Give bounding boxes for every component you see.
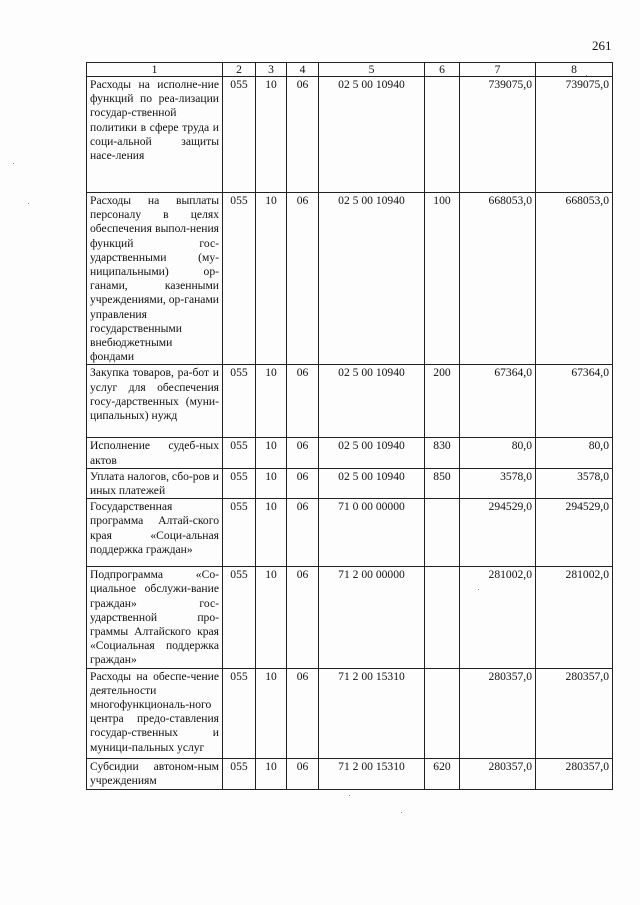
table-cell: 294529,0 xyxy=(536,499,613,567)
table-cell: 739075,0 xyxy=(460,77,536,193)
scan-speck xyxy=(349,795,350,796)
table-row xyxy=(87,758,613,789)
table-cell: 055 xyxy=(223,668,256,758)
table-cell: 280357,0 xyxy=(460,668,536,758)
table-cell: 06 xyxy=(287,77,319,193)
table-cell: 06 xyxy=(287,567,319,668)
column-header: 3 xyxy=(256,63,287,77)
table-cell: 620 xyxy=(425,758,460,789)
table-cell: 06 xyxy=(287,193,319,365)
table-cell: 06 xyxy=(287,468,319,498)
table-cell: 10 xyxy=(256,193,287,365)
table-row xyxy=(87,77,613,193)
row-description: Расходы на выплаты персоналу в целях обеспечения выпол-нения функций гос-ударственными (му-ниципальными) ор-ганами, казенными учреждениями, ор-ганами управления государственными внебюджетными фондами xyxy=(87,193,223,365)
scan-speck xyxy=(28,203,29,204)
table-cell: 71 2 00 00000 xyxy=(319,567,425,668)
table-cell: 10 xyxy=(256,499,287,567)
column-header: 4 xyxy=(287,63,319,77)
table-cell: 281002,0 xyxy=(536,567,613,668)
scan-speck xyxy=(478,589,479,590)
scan-speck xyxy=(586,75,587,76)
table-row xyxy=(87,365,613,438)
table-cell: 055 xyxy=(223,468,256,498)
table-cell: 10 xyxy=(256,438,287,468)
row-description: Расходы на исполне-ние функций по реа-лизации государ-ственной политики в сфере труда и соци-альной защиты насе-ления xyxy=(87,77,223,193)
table-cell: 10 xyxy=(256,668,287,758)
table-cell: 10 xyxy=(256,77,287,193)
table-cell: 02 5 00 10940 xyxy=(319,365,425,438)
table-cell: 055 xyxy=(223,567,256,668)
table-cell: 10 xyxy=(256,758,287,789)
row-description: Субсидии автоном-ным учреждениям xyxy=(87,758,223,789)
table-cell: 280357,0 xyxy=(460,758,536,789)
table-cell: 281002,0 xyxy=(460,567,536,668)
page-number: 261 xyxy=(592,38,612,53)
table-cell: 06 xyxy=(287,758,319,789)
table-row xyxy=(87,567,613,668)
table-row xyxy=(87,438,613,468)
table-cell: 055 xyxy=(223,365,256,438)
table-cell: 06 xyxy=(287,438,319,468)
table-cell: 055 xyxy=(223,77,256,193)
table-cell: 3578,0 xyxy=(460,468,536,498)
table-cell: 71 0 00 00000 xyxy=(319,499,425,567)
table-header-row xyxy=(87,63,613,77)
table-cell: 280357,0 xyxy=(536,668,613,758)
table-cell: 02 5 00 10940 xyxy=(319,77,425,193)
table-cell: 055 xyxy=(223,438,256,468)
row-description: Исполнение судеб-ных актов xyxy=(87,438,223,468)
table-cell: 10 xyxy=(256,468,287,498)
table-cell: 67364,0 xyxy=(460,365,536,438)
table-cell: 71 2 00 15310 xyxy=(319,668,425,758)
scan-speck xyxy=(13,163,14,164)
row-description: Расходы на обеспе-чение деятельности многофункциональ-ного центра предо-ставления государ-ственных и муници-пальных услуг xyxy=(87,668,223,758)
table-cell: 668053,0 xyxy=(536,193,613,365)
column-header: 5 xyxy=(319,63,425,77)
table-cell: 67364,0 xyxy=(536,365,613,438)
table-cell: 02 5 00 10940 xyxy=(319,438,425,468)
table-cell: 739075,0 xyxy=(536,77,613,193)
column-header: 8 xyxy=(536,63,613,77)
table-cell: 06 xyxy=(287,365,319,438)
column-header: 6 xyxy=(425,63,460,77)
table-row xyxy=(87,668,613,758)
table-cell: 294529,0 xyxy=(460,499,536,567)
table-cell: 71 2 00 15310 xyxy=(319,758,425,789)
table-cell xyxy=(425,668,460,758)
row-description: Подпрограмма «Со-циальное обслужи-вание граждан» гос-ударственной про-граммы Алтайского края «Социальная поддержка граждан» xyxy=(87,567,223,668)
table-cell xyxy=(425,567,460,668)
row-description: Государственная программа Алтай-ского края «Соци-альная поддержка граждан» xyxy=(87,499,223,567)
table-cell: 850 xyxy=(425,468,460,498)
scan-speck xyxy=(401,812,402,813)
table-cell: 668053,0 xyxy=(460,193,536,365)
budget-table xyxy=(86,62,613,790)
table-cell: 02 5 00 10940 xyxy=(319,468,425,498)
row-description: Уплата налогов, сбо-ров и иных платежей xyxy=(87,468,223,498)
table-cell xyxy=(425,77,460,193)
row-description: Закупка товаров, ра-бот и услуг для обеспечения госу-дарственных (муни-ципальных) нужд xyxy=(87,365,223,438)
table-cell: 200 xyxy=(425,365,460,438)
column-header: 2 xyxy=(223,63,256,77)
table-cell: 3578,0 xyxy=(536,468,613,498)
column-header: 1 xyxy=(87,63,223,77)
table-row xyxy=(87,499,613,567)
table-cell: 02 5 00 10940 xyxy=(319,193,425,365)
table-cell: 055 xyxy=(223,193,256,365)
table-cell: 100 xyxy=(425,193,460,365)
table-cell: 830 xyxy=(425,438,460,468)
table-cell: 06 xyxy=(287,499,319,567)
table-cell: 280357,0 xyxy=(536,758,613,789)
table-cell: 055 xyxy=(223,499,256,567)
table-row xyxy=(87,468,613,498)
table-row xyxy=(87,193,613,365)
table-cell: 055 xyxy=(223,758,256,789)
table-cell: 10 xyxy=(256,567,287,668)
table-cell: 10 xyxy=(256,365,287,438)
table-cell: 06 xyxy=(287,668,319,758)
column-header: 7 xyxy=(460,63,536,77)
table-cell: 80,0 xyxy=(536,438,613,468)
table-cell xyxy=(425,499,460,567)
table-cell: 80,0 xyxy=(460,438,536,468)
